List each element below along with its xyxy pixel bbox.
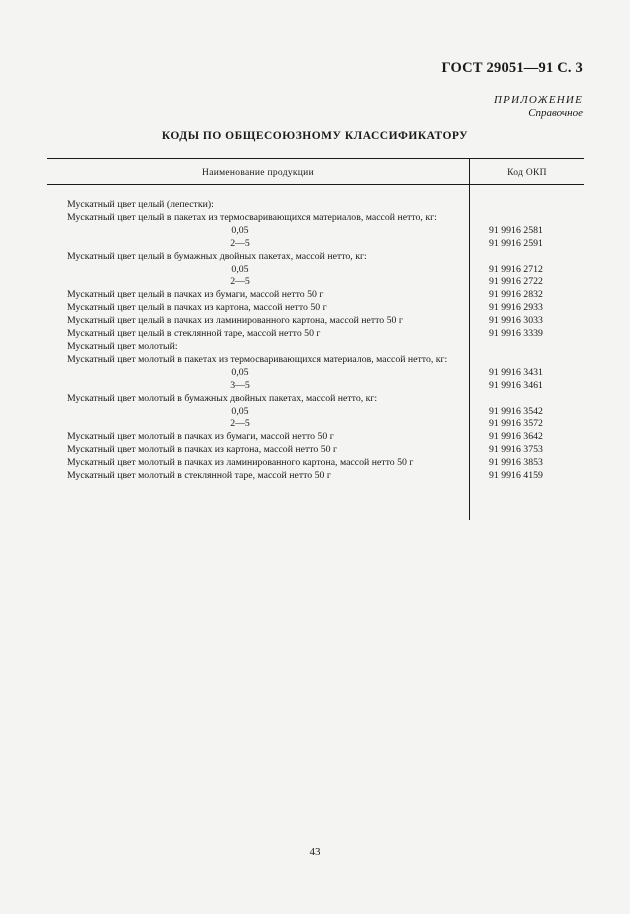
okp-code: 91 9916 3431 bbox=[489, 366, 543, 378]
table-row bbox=[47, 444, 584, 457]
appendix-type: Справочное bbox=[528, 107, 583, 119]
appendix-title: ПРИЛОЖЕНИЕ bbox=[494, 94, 583, 106]
product-name: 3—5 bbox=[230, 379, 250, 391]
table-row bbox=[47, 212, 584, 225]
table-row bbox=[47, 276, 584, 289]
okp-code: 91 9916 3572 bbox=[489, 418, 543, 430]
standard-number: ГОСТ 29051—91 С. 3 bbox=[441, 60, 583, 76]
codes-table bbox=[47, 158, 584, 520]
table-row bbox=[47, 418, 584, 431]
product-name: 0,05 bbox=[231, 405, 249, 417]
table-row bbox=[47, 431, 584, 444]
okp-code: 91 9916 2581 bbox=[489, 224, 543, 236]
okp-code: 91 9916 4159 bbox=[489, 470, 543, 482]
header-divider bbox=[47, 184, 584, 185]
product-name: Мускатный цвет целый в пакетах из термосваривающихся материалов, массой нетто, кг: bbox=[67, 211, 437, 223]
okp-code: 91 9916 2832 bbox=[489, 289, 543, 301]
table-row bbox=[47, 457, 584, 470]
okp-code: 91 9916 3753 bbox=[489, 444, 543, 456]
product-name: Мускатный цвет целый (лепестки): bbox=[67, 199, 214, 210]
okp-code: 91 9916 3461 bbox=[489, 379, 543, 391]
table-row bbox=[47, 367, 584, 380]
okp-code: 91 9916 2722 bbox=[489, 276, 543, 288]
product-name: Мускатный цвет целый в пачках из ламинированного картона, массой нетто 50 г bbox=[67, 315, 403, 327]
table-row bbox=[47, 225, 584, 238]
appendix-label bbox=[494, 94, 583, 120]
product-name: Мускатный цвет целый в пачках из картона, массой нетто 50 г bbox=[67, 302, 327, 314]
table-row bbox=[47, 470, 584, 483]
product-name: Мускатный цвет молотый в пачках из ламинированного картона, массой нетто 50 г bbox=[67, 457, 414, 469]
table-row bbox=[47, 289, 584, 302]
product-name: 0,05 bbox=[231, 366, 249, 378]
table-row bbox=[47, 238, 584, 251]
product-name: Мускатный цвет молотый в пачках из картона, массой нетто 50 г bbox=[67, 444, 338, 456]
table-row bbox=[47, 315, 584, 328]
product-name: 2—5 bbox=[230, 237, 250, 249]
table-row bbox=[47, 251, 584, 264]
table-row bbox=[47, 302, 584, 315]
column-header-name: Наименование продукции bbox=[202, 168, 314, 178]
page-number: 43 bbox=[309, 846, 321, 858]
okp-code: 91 9916 3853 bbox=[489, 457, 543, 469]
table-row bbox=[47, 199, 584, 212]
okp-code: 91 9916 3542 bbox=[489, 405, 543, 417]
product-name: 0,05 bbox=[231, 224, 249, 236]
okp-code: 91 9916 2712 bbox=[489, 263, 543, 275]
product-name: Мускатный цвет целый в пачках из бумаги, массой нетто 50 г bbox=[67, 289, 324, 301]
table-row bbox=[47, 341, 584, 354]
product-name: Мускатный цвет молотый в пакетах из термосваривающихся материалов, массой нетто, кг: bbox=[67, 353, 448, 365]
table-row bbox=[47, 328, 584, 341]
table-row bbox=[47, 380, 584, 393]
product-name: Мускатный цвет молотый в стеклянной таре, массой нетто 50 г bbox=[67, 470, 331, 482]
document-title: КОДЫ ПО ОБЩЕСОЮЗНОМУ КЛАССИФИКАТОРУ bbox=[161, 130, 469, 142]
product-name: Мускатный цвет молотый в бумажных двойных пакетах, массой нетто, кг: bbox=[67, 392, 378, 404]
okp-code: 91 9916 2591 bbox=[489, 237, 543, 249]
product-name: Мускатный цвет молотый в пачках из бумаги, массой нетто 50 г bbox=[67, 431, 334, 443]
okp-code: 91 9916 3339 bbox=[489, 328, 543, 340]
product-name: 0,05 bbox=[231, 263, 249, 275]
table-body bbox=[47, 199, 584, 483]
okp-code: 91 9916 3033 bbox=[489, 315, 543, 327]
table-row bbox=[47, 406, 584, 419]
table-row bbox=[47, 354, 584, 367]
product-name: 2—5 bbox=[230, 276, 250, 288]
okp-code: 91 9916 3642 bbox=[489, 431, 543, 443]
product-name: Мускатный цвет целый в стеклянной таре, массой нетто 50 г bbox=[67, 328, 321, 340]
product-name: 2—5 bbox=[230, 418, 250, 430]
product-name: Мускатный цвет целый в бумажных двойных пакетах, массой нетто, кг: bbox=[67, 250, 367, 262]
okp-code: 91 9916 2933 bbox=[489, 302, 543, 314]
table-row bbox=[47, 393, 584, 406]
table-row bbox=[47, 264, 584, 277]
product-name: Мускатный цвет молотый: bbox=[67, 340, 178, 352]
column-header-code: Код ОКП bbox=[507, 168, 547, 178]
